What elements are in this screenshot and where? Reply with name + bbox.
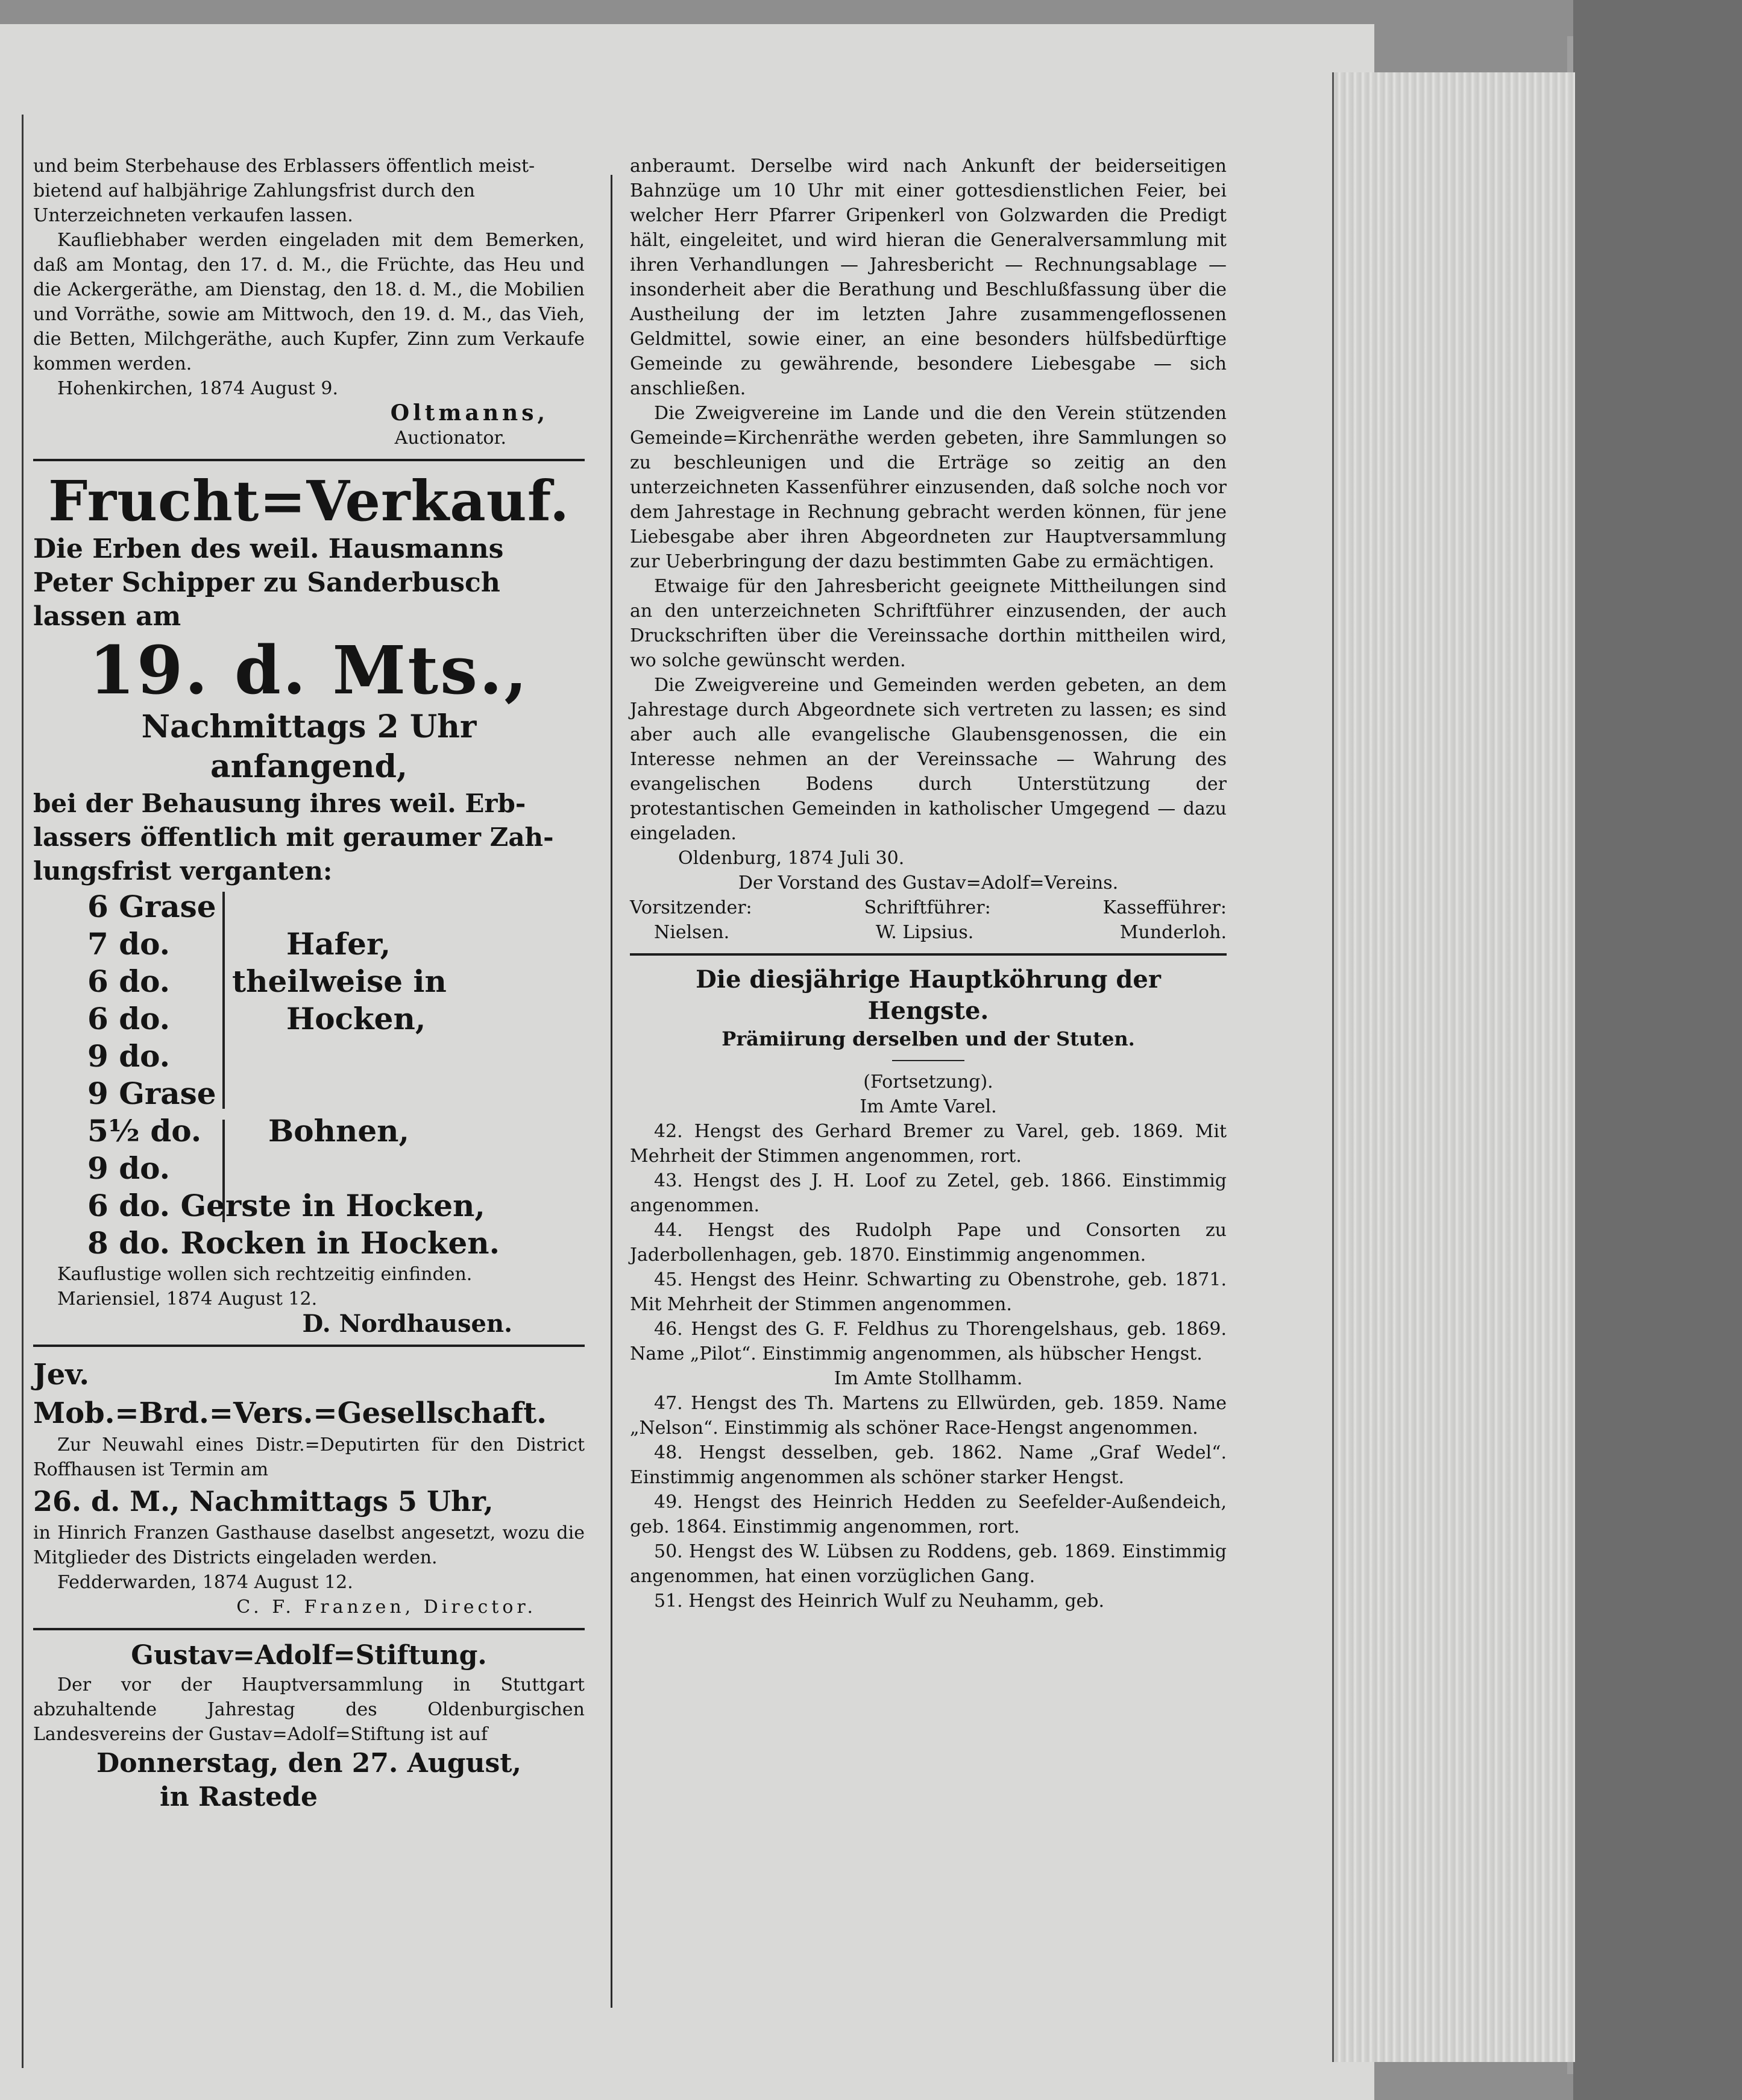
- intro-signature-title: Auctionator.: [394, 427, 506, 449]
- article-title-1: Die diesjährige Hauptköhrung der: [696, 965, 1161, 994]
- ga-paragraph-4: Die Zweigvereine und Gemeinden werden gebeten, an dem Jahrestage durch Abgeordnete sich vertreten zu lassen; es sind aber auch alle evangelische Glaubensgenossen, die ein Interesse nehmen an der Vereinssache — Wahrung des evangelischen Bodens durch Unterstützung der protestantischen Gemeinden in katholischer Umgegend — dazu eingeladen.: [630, 675, 1227, 844]
- ad-place-3: lungsfrist verganten:: [33, 856, 333, 886]
- ad-time-1: Nachmittags 2 Uhr: [141, 708, 477, 745]
- entry-44: 44. Hengst des Rudolph Pape und Consorten zu Jaderbollenhagen, geb. 1870. Einstimmig angenommen.: [630, 1220, 1227, 1266]
- entry-48: 48. Hengst desselben, geb. 1862. Name „Graf Wedel“. Einstimmig angenommen als schöner starker Hengst.: [630, 1442, 1227, 1488]
- jev-text-1: Zur Neuwahl eines Distr.=Deputirten für den District Roffhausen ist Termin am: [33, 1434, 585, 1480]
- ga-paragraph-2: Die Zweigvereine im Lande und die den Verein stützenden Gemeinde=Kirchenräthe werden gebeten, ihre Sammlungen so zu beschleunigen und die Erträge so zeitig an den unterzeichneten Kassenführer einzusenden, daß solche noch vor dem Jahrestage in Rechnung gebracht werden können, für jene Liebesgabe aber ihren Abgeordneten zur Hauptversammlung zur Ueberbringung der dazu bestimmten Gabe zu ermächtigen.: [630, 403, 1227, 572]
- ad-place-1: bei der Behausung ihres weil. Erb-: [33, 789, 526, 818]
- entry-50: 50. Hengst des W. Lübsen zu Roddens, geb. 1869. Einstimmig angenommen, hat einen vorzüglichen Gang.: [630, 1541, 1227, 1587]
- lot-row: 5½ do.: [87, 1113, 202, 1149]
- divider: [33, 1628, 585, 1630]
- intro-paragraph: Kaufliebhaber werden eingeladen mit dem Bemerken, daß am Montag, den 17. d. M., die Früchte, das Heu und die Ackergeräthe, am Dienstag, den 18. d. M., die Mobilien und Vorräthe, sowie am Mittwoch, den 19. d. M., das Vieh, die Betten, Milchgeräthe, auch Kupfer, Zinn zum Verkaufe kommen werden.: [33, 230, 585, 374]
- jev-title: Jev. Mob.=Brd.=Vers.=Gesellschaft.: [33, 1358, 547, 1430]
- entry-51: 51. Hengst des Heinrich Wulf zu Neuhamm, geb.: [654, 1591, 1105, 1612]
- bracket-hafer: [214, 892, 225, 1109]
- ad-line-3: lassen am: [33, 601, 181, 632]
- article-continued: (Fortsetzung).: [863, 1071, 993, 1093]
- jev-date: 26. d. M., Nachmittags 5 Uhr,: [33, 1485, 494, 1518]
- ga-date: Donnerstag, den 27. August,: [96, 1748, 521, 1779]
- role-treasurer: Kassefführer:: [1102, 897, 1227, 918]
- ga-text: Der vor der Hauptversammlung in Stuttgart abzuhaltende Jahrestag des Oldenburgischen Landesvereins der Gustav=Adolf=Stiftung ist auf: [33, 1674, 585, 1745]
- jev-text-2: in Hinrich Franzen Gasthause daselbst angesetzt, wozu die Mitglieder des Districts eingeladen werden.: [33, 1522, 585, 1568]
- ad-line-1: Die Erben des weil. Hausmanns: [33, 534, 504, 564]
- right-column: [630, 154, 1227, 1613]
- lot-row: 7 do.: [87, 926, 171, 962]
- lot-crop-hafer: Hafer,: [286, 926, 391, 962]
- ad-place-2: lassers öffentlich mit geraumer Zah-: [33, 822, 554, 852]
- jev-place-date: Fedderwarden, 1874 August 12.: [57, 1572, 353, 1593]
- ad-place-date: Mariensiel, 1874 August 12.: [57, 1288, 318, 1310]
- entry-42: 42. Hengst des Gerhard Bremer zu Varel, geb. 1869. Mit Mehrheit der Stimmen angenommen, rort.: [630, 1121, 1227, 1167]
- lot-row: 6 do.: [87, 963, 171, 999]
- lot-row: 6 Grase: [87, 889, 216, 924]
- ad-line-2: Peter Schipper zu Sanderbusch: [33, 567, 500, 598]
- ad-title: Frucht=Verkauf.: [48, 468, 570, 534]
- lot-row: 9 do.: [87, 1038, 171, 1074]
- short-rule: [892, 1060, 964, 1061]
- lot-crop-bohnen: Bohnen,: [268, 1113, 409, 1149]
- divider: [33, 1345, 585, 1347]
- entry-47: 47. Hengst des Th. Martens zu Ellwürden, geb. 1859. Name „Nelson“. Einstimmig als schöner Race-Hengst angenommen.: [630, 1393, 1227, 1439]
- lot-row: 9 do.: [87, 1150, 171, 1186]
- intro-line-1: und beim Sterbehause des Erblassers öffentlich meist-: [33, 156, 535, 177]
- intro-line-3: Unterzeichneten verkaufen lassen.: [33, 205, 353, 226]
- left-column: [33, 154, 585, 1814]
- intro-place-date: Hohenkirchen, 1874 August 9.: [57, 378, 339, 399]
- entry-49: 49. Hengst des Heinrich Hedden zu Seefelder-Außendeich, geb. 1864. Einstimmig angenommen, rort.: [630, 1492, 1227, 1537]
- ga-place: in Rastede: [160, 1782, 318, 1812]
- entry-45: 45. Hengst des Heinr. Schwarting zu Obenstrohe, geb. 1871. Mit Mehrheit der Stimmen angenommen.: [630, 1269, 1227, 1315]
- divider: [630, 953, 1227, 956]
- divider: [33, 459, 585, 461]
- intro-line-2: bietend auf halbjährige Zahlungsfrist durch den: [33, 180, 475, 201]
- article-subtitle: Prämiirung derselben und der Stuten.: [722, 1027, 1135, 1050]
- intro-signature-name: Oltmanns,: [390, 400, 549, 426]
- ga-roles: [630, 895, 1227, 920]
- article-title-2: Hengste.: [867, 997, 989, 1025]
- ad-date: 19. d. Mts.,: [89, 631, 529, 709]
- ga-paragraph-3: Etwaige für den Jahresbericht geeignete Mittheilungen sind an den unterzeichneten Schriftführer einzusenden, der auch Druckschriften über die Vereinssache dorthin mittheilen wird, wo solche gewünscht werden.: [630, 576, 1227, 671]
- ad-time-2: anfangend,: [210, 748, 408, 785]
- role-chair: Vorsitzender:: [630, 897, 752, 918]
- name-chair: Nielsen.: [654, 922, 730, 943]
- ga-place-date: Oldenburg, 1874 Juli 30.: [678, 848, 905, 869]
- page-edges: [1332, 72, 1575, 2062]
- ga-board: Der Vorstand des Gustav=Adolf=Vereins.: [738, 872, 1119, 894]
- ad-note: Kauflustige wollen sich rechtzeitig einfinden.: [57, 1264, 473, 1285]
- lot-row: 6 do.: [87, 1001, 171, 1036]
- book-spine: [1573, 0, 1742, 2100]
- name-treasurer: Munderloh.: [1119, 922, 1227, 943]
- district-varel: Im Amte Varel.: [860, 1096, 997, 1117]
- ga-names: [630, 920, 1227, 945]
- gutter-fold: [0, 115, 24, 2068]
- ga-title: Gustav=Adolf=Stiftung.: [131, 1640, 487, 1671]
- entry-43: 43. Hengst des J. H. Loof zu Zetel, geb. 1866. Einstimmig angenommen.: [630, 1170, 1227, 1216]
- lot-crop-hafer-note: theilweise in: [232, 963, 447, 999]
- name-secretary: W. Lipsius.: [875, 922, 974, 943]
- role-secretary: Schriftführer:: [864, 897, 991, 918]
- lot-row: 9 Grase: [87, 1076, 216, 1111]
- entry-46: 46. Hengst des G. F. Feldhus zu Thorengelshaus, geb. 1869. Name „Pilot“. Einstimmig angenommen, als hübscher Hengst.: [630, 1319, 1227, 1364]
- ga-paragraph-1: anberaumt. Derselbe wird nach Ankunft der beiderseitigen Bahnzüge um 10 Uhr mit einer gottesdienstlichen Feier, bei welcher Herr Pfarrer Gripenkerl von Golzwarden die Predigt hält, eingeleitet, und wird hieran die Generalversammlung mit ihren Verhandlungen — Jahresbericht — Rechnungsablage — insonderheit aber die Berathung und Beschlußfassung über die Austheilung der im letzten Jahre zusammengeflossenen Geldmittel, sowie einer, an eine besonders hülfsbedürftige Gemeinde zu gewährende, besondere Liebesgabe — sich anschließen.: [630, 156, 1227, 399]
- jev-signature: C. F. Franzen, Director.: [236, 1597, 536, 1618]
- lot-row-gerste: 6 do. Gerste in Hocken,: [87, 1188, 485, 1223]
- lot-crop-hafer-note: Hocken,: [286, 1001, 426, 1036]
- lot-row-rocken: 8 do. Rocken in Hocken.: [87, 1225, 500, 1261]
- district-stollhamm: Im Amte Stollhamm.: [834, 1368, 1023, 1389]
- column-rule: [611, 175, 612, 2008]
- lot-list: [33, 888, 585, 1262]
- ad-signature: D. Nordhausen.: [302, 1310, 512, 1338]
